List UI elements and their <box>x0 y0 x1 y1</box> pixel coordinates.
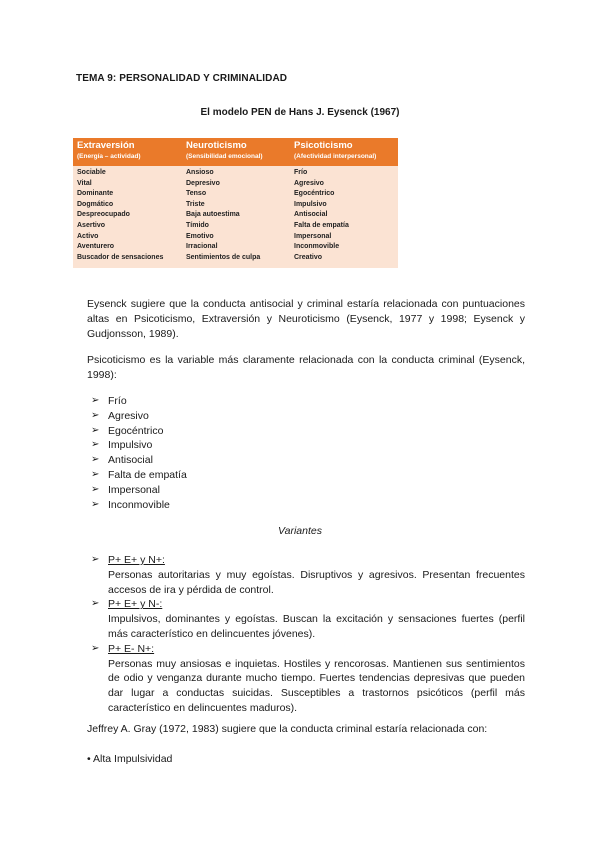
list-item: ➢ Antisocial <box>91 454 153 467</box>
column-psicoticismo <box>294 168 398 263</box>
column-extraversion <box>73 168 186 263</box>
variant-item <box>91 553 525 597</box>
page-heading: TEMA 9: PERSONALIDAD Y CRIMINALIDAD <box>76 73 288 84</box>
table-cell: Irracional <box>186 243 218 251</box>
pen-table-body <box>73 166 398 263</box>
header-extraversion: Extraversión (Energía – actividad) <box>77 140 141 160</box>
arrow-bullet-icon: ➢ <box>91 483 100 495</box>
pen-table-header <box>73 138 398 166</box>
table-cell: Impersonal <box>294 232 332 240</box>
table-cell: Antisocial <box>294 211 328 219</box>
table-cell: Emotivo <box>186 232 214 240</box>
variant-label: P+ E- N+: <box>108 642 155 655</box>
list-item: ➢ Impersonal <box>91 483 160 496</box>
table-cell: Aventurero <box>77 243 115 251</box>
paragraph-eysenck: Eysenck sugiere que la conducta antisocial y criminal estaría relacionada con puntuaciones altas en Psicoticismo, Extraversión y Neuroticismo (Eysenck, 1977 y 1998; Eysenck y Gudjonsson, 1989). <box>87 298 525 340</box>
table-cell: Inconmovible <box>294 243 340 251</box>
variant-text: Impulsivos, dominantes y egoístas. Buscan la excitación y sensaciones fuertes (perfil más característico en delincuentes jóvenes). <box>108 613 525 640</box>
arrow-bullet-icon: ➢ <box>91 498 100 510</box>
table-cell: Sociable <box>77 169 106 176</box>
header-psicoticismo: Psicoticismo (Afectividad interpersonal) <box>294 140 377 160</box>
paragraph-gray: Jeffrey A. Gray (1972, 1983) sugiere que la conducta criminal estaría relacionada con: <box>87 723 488 735</box>
table-cell: Agresivo <box>294 179 324 187</box>
arrow-bullet-icon: ➢ <box>91 439 100 451</box>
arrow-bullet-icon: ➢ <box>91 409 100 421</box>
table-cell: Activo <box>77 232 99 240</box>
variants-list <box>91 553 525 716</box>
list-item: ➢ Falta de empatía <box>91 468 187 481</box>
list-item: ➢ Frío <box>91 395 127 407</box>
table-cell: Tímido <box>186 221 209 229</box>
table-cell: Despreocupado <box>77 211 130 219</box>
list-item: ➢ Inconmovible <box>91 498 170 511</box>
table-cell: Asertivo <box>77 221 106 229</box>
arrow-bullet-icon: ➢ <box>91 642 100 654</box>
variant-text: Personas autoritarias y muy egoístas. Disruptivos y agresivos. Presentan frecuentes accesos de ira y pérdida de control. <box>108 568 525 596</box>
table-cell: Sentimientos de culpa <box>186 253 261 261</box>
paragraph-psicoticismo: Psicoticismo es la variable más claramente relacionada con la conducta criminal (Eysenck, 1998): <box>87 354 525 381</box>
table-cell: Triste <box>186 200 205 208</box>
table-cell: Dominante <box>77 190 114 198</box>
paragraph-impulsividad: • Alta Impulsividad <box>87 753 173 765</box>
table-cell: Ansioso <box>186 169 214 176</box>
pen-model-table <box>73 138 398 268</box>
table-cell: Creativo <box>294 253 323 261</box>
variant-label: P+ E+ y N+: <box>108 554 165 566</box>
table-cell: Frío <box>294 169 308 176</box>
psicoticismo-list <box>91 394 187 512</box>
list-item: ➢ Impulsivo <box>91 439 153 452</box>
variant-item <box>91 642 525 716</box>
variant-label: P+ E+ y N-: <box>108 598 163 611</box>
list-item: ➢ Egocéntrico <box>91 424 164 437</box>
table-cell: Buscador de sensaciones <box>77 253 164 261</box>
section-subtitle: El modelo PEN de Hans J. Eysenck (1967) <box>200 107 400 118</box>
table-cell: Baja autoestima <box>186 211 240 219</box>
arrow-bullet-icon: ➢ <box>91 598 100 610</box>
arrow-bullet-icon: ➢ <box>91 454 100 466</box>
table-cell: Egocéntrico <box>294 190 335 198</box>
table-cell: Falta de empatía <box>294 221 349 229</box>
arrow-bullet-icon: ➢ <box>91 424 100 436</box>
arrow-bullet-icon: ➢ <box>91 395 100 406</box>
variant-item <box>91 597 525 641</box>
list-item: ➢ Agresivo <box>91 409 149 422</box>
variant-text: Personas muy ansiosas e inquietas. Hostiles y rencorosas. Mantienen sus sentimientos de odio y venganza durante mucho tiempo. Fuertes tendencias depresivas que pueden dar lugar a conductas suicidas. Susceptibles a trastornos psicóticos (perfil más característico en delincuentes maduros). <box>108 657 525 714</box>
column-neuroticismo <box>186 168 294 263</box>
table-cell: Dogmático <box>77 200 114 208</box>
arrow-bullet-icon: ➢ <box>91 554 100 565</box>
table-cell: Impulsivo <box>294 200 327 208</box>
table-cell: Depresivo <box>186 179 220 187</box>
table-cell: Tenso <box>186 190 207 198</box>
variantes-title: Variantes <box>278 525 322 537</box>
arrow-bullet-icon: ➢ <box>91 468 100 480</box>
header-neuroticismo: Neuroticismo (Sensibilidad emocional) <box>186 140 263 160</box>
table-cell: Vital <box>77 179 92 187</box>
